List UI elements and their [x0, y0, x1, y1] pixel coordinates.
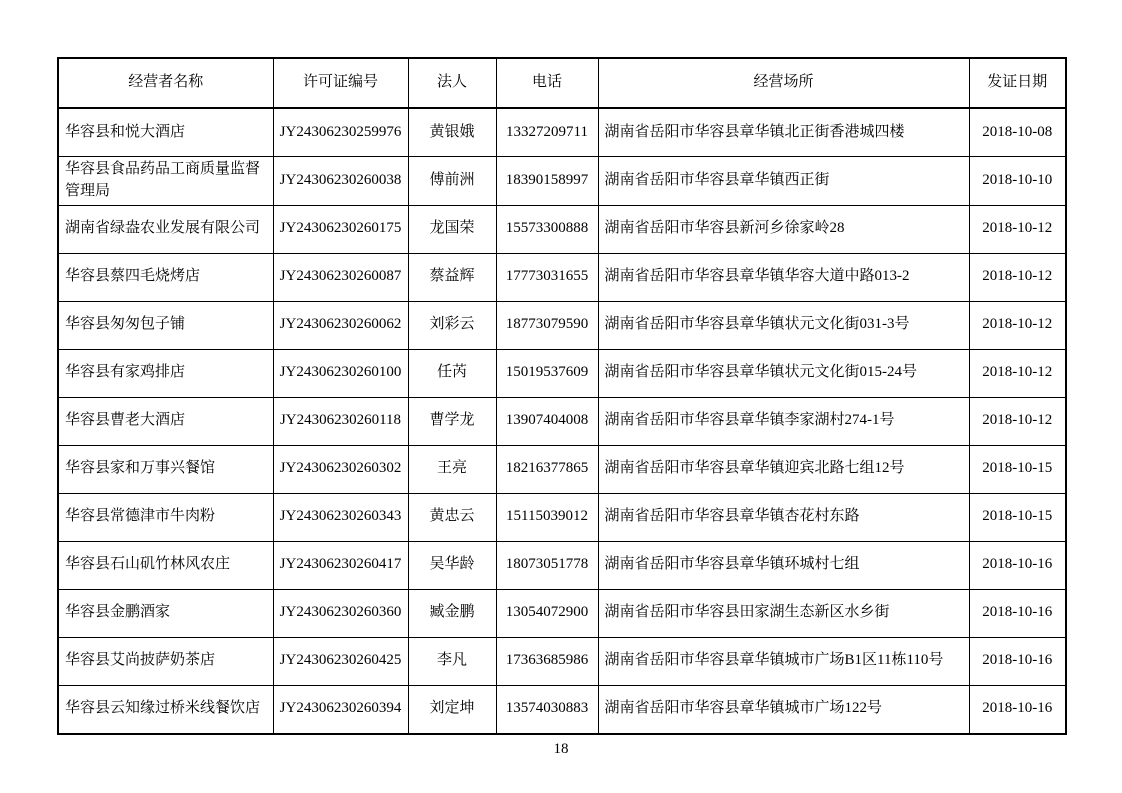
cell-license-number: JY24306230260087 [273, 253, 408, 301]
header-operator-name: 经营者名称 [58, 58, 273, 108]
cell-phone: 18216377865 [496, 445, 598, 493]
table-row [58, 349, 1066, 397]
cell-license-number: JY24306230260062 [273, 301, 408, 349]
cell-operator-name: 湖南省绿盎农业发展有限公司 [58, 205, 273, 253]
cell-legal-person: 黄忠云 [408, 493, 496, 541]
cell-issue-date: 2018-10-12 [969, 397, 1066, 445]
cell-address: 湖南省岳阳市华容县章华镇城市广场122号 [598, 685, 969, 734]
table-row [58, 445, 1066, 493]
cell-issue-date: 2018-10-12 [969, 253, 1066, 301]
cell-legal-person: 曹学龙 [408, 397, 496, 445]
table-header-row [58, 58, 1066, 108]
cell-issue-date: 2018-10-16 [969, 589, 1066, 637]
cell-license-number: JY24306230260417 [273, 541, 408, 589]
cell-address: 湖南省岳阳市华容县章华镇城市广场B1区11栋110号 [598, 637, 969, 685]
table-row [58, 301, 1066, 349]
cell-legal-person: 黄银娥 [408, 108, 496, 157]
cell-address: 湖南省岳阳市华容县章华镇状元文化街015-24号 [598, 349, 969, 397]
header-issue-date: 发证日期 [969, 58, 1066, 108]
cell-address: 湖南省岳阳市华容县章华镇北正街香港城四楼 [598, 108, 969, 157]
cell-operator-name: 华容县家和万事兴餐馆 [58, 445, 273, 493]
cell-address: 湖南省岳阳市华容县章华镇迎宾北路七组12号 [598, 445, 969, 493]
cell-issue-date: 2018-10-08 [969, 108, 1066, 157]
table-row [58, 397, 1066, 445]
table-row [58, 493, 1066, 541]
cell-license-number: JY24306230260175 [273, 205, 408, 253]
cell-issue-date: 2018-10-12 [969, 349, 1066, 397]
cell-phone: 17773031655 [496, 253, 598, 301]
cell-operator-name: 华容县云知缘过桥米线餐饮店 [58, 685, 273, 734]
table-row [58, 205, 1066, 253]
cell-legal-person: 傅前洲 [408, 157, 496, 206]
cell-legal-person: 龙国荣 [408, 205, 496, 253]
table-row [58, 253, 1066, 301]
cell-phone: 15115039012 [496, 493, 598, 541]
cell-operator-name: 华容县曹老大酒店 [58, 397, 273, 445]
cell-phone: 13327209711 [496, 108, 598, 157]
cell-legal-person: 刘彩云 [408, 301, 496, 349]
cell-license-number: JY24306230260038 [273, 157, 408, 206]
header-legal-person: 法人 [408, 58, 496, 108]
cell-license-number: JY24306230260118 [273, 397, 408, 445]
cell-issue-date: 2018-10-10 [969, 157, 1066, 206]
cell-operator-name: 华容县金鹏酒家 [58, 589, 273, 637]
license-table [57, 57, 1067, 735]
cell-phone: 13054072900 [496, 589, 598, 637]
cell-issue-date: 2018-10-12 [969, 301, 1066, 349]
cell-operator-name: 华容县常德津市牛肉粉 [58, 493, 273, 541]
cell-legal-person: 吴华龄 [408, 541, 496, 589]
cell-license-number: JY24306230260394 [273, 685, 408, 734]
cell-license-number: JY24306230260343 [273, 493, 408, 541]
cell-legal-person: 刘定坤 [408, 685, 496, 734]
cell-address: 湖南省岳阳市华容县章华镇李家湖村274-1号 [598, 397, 969, 445]
table-row [58, 157, 1066, 206]
cell-license-number: JY24306230259976 [273, 108, 408, 157]
cell-issue-date: 2018-10-16 [969, 685, 1066, 734]
cell-legal-person: 任芮 [408, 349, 496, 397]
cell-phone: 18390158997 [496, 157, 598, 206]
cell-issue-date: 2018-10-16 [969, 637, 1066, 685]
cell-phone: 15019537609 [496, 349, 598, 397]
header-business-address: 经营场所 [598, 58, 969, 108]
cell-operator-name: 华容县和悦大酒店 [58, 108, 273, 157]
cell-issue-date: 2018-10-15 [969, 445, 1066, 493]
page-number: 18 [553, 741, 569, 757]
cell-phone: 17363685986 [496, 637, 598, 685]
cell-phone: 18773079590 [496, 301, 598, 349]
cell-phone: 13574030883 [496, 685, 598, 734]
table-row [58, 637, 1066, 685]
cell-legal-person: 李凡 [408, 637, 496, 685]
cell-license-number: JY24306230260100 [273, 349, 408, 397]
table-row [58, 108, 1066, 157]
cell-license-number: JY24306230260425 [273, 637, 408, 685]
cell-legal-person: 蔡益辉 [408, 253, 496, 301]
cell-operator-name: 华容县食品药品工商质量监督管理局 [58, 157, 273, 206]
cell-operator-name: 华容县艾尚披萨奶茶店 [58, 637, 273, 685]
cell-phone: 13907404008 [496, 397, 598, 445]
cell-license-number: JY24306230260360 [273, 589, 408, 637]
cell-address: 湖南省岳阳市华容县章华镇西正街 [598, 157, 969, 206]
cell-operator-name: 华容县蔡四毛烧烤店 [58, 253, 273, 301]
cell-phone: 18073051778 [496, 541, 598, 589]
header-license-number: 许可证编号 [273, 58, 408, 108]
cell-address: 湖南省岳阳市华容县田家湖生态新区水乡街 [598, 589, 969, 637]
cell-issue-date: 2018-10-15 [969, 493, 1066, 541]
cell-license-number: JY24306230260302 [273, 445, 408, 493]
cell-operator-name: 华容县有家鸡排店 [58, 349, 273, 397]
cell-phone: 15573300888 [496, 205, 598, 253]
cell-address: 湖南省岳阳市华容县章华镇杏花村东路 [598, 493, 969, 541]
cell-legal-person: 王亮 [408, 445, 496, 493]
table-row [58, 541, 1066, 589]
cell-address: 湖南省岳阳市华容县章华镇状元文化街031-3号 [598, 301, 969, 349]
cell-address: 湖南省岳阳市华容县新河乡徐家岭28 [598, 205, 969, 253]
table-row [58, 589, 1066, 637]
cell-legal-person: 臧金鹏 [408, 589, 496, 637]
table-row [58, 685, 1066, 734]
cell-issue-date: 2018-10-12 [969, 205, 1066, 253]
cell-address: 湖南省岳阳市华容县章华镇华容大道中路013-2 [598, 253, 969, 301]
cell-issue-date: 2018-10-16 [969, 541, 1066, 589]
header-phone: 电话 [496, 58, 598, 108]
cell-operator-name: 华容县匆匆包子铺 [58, 301, 273, 349]
cell-operator-name: 华容县石山矶竹林风农庄 [58, 541, 273, 589]
cell-address: 湖南省岳阳市华容县章华镇环城村七组 [598, 541, 969, 589]
table-body [58, 108, 1066, 734]
